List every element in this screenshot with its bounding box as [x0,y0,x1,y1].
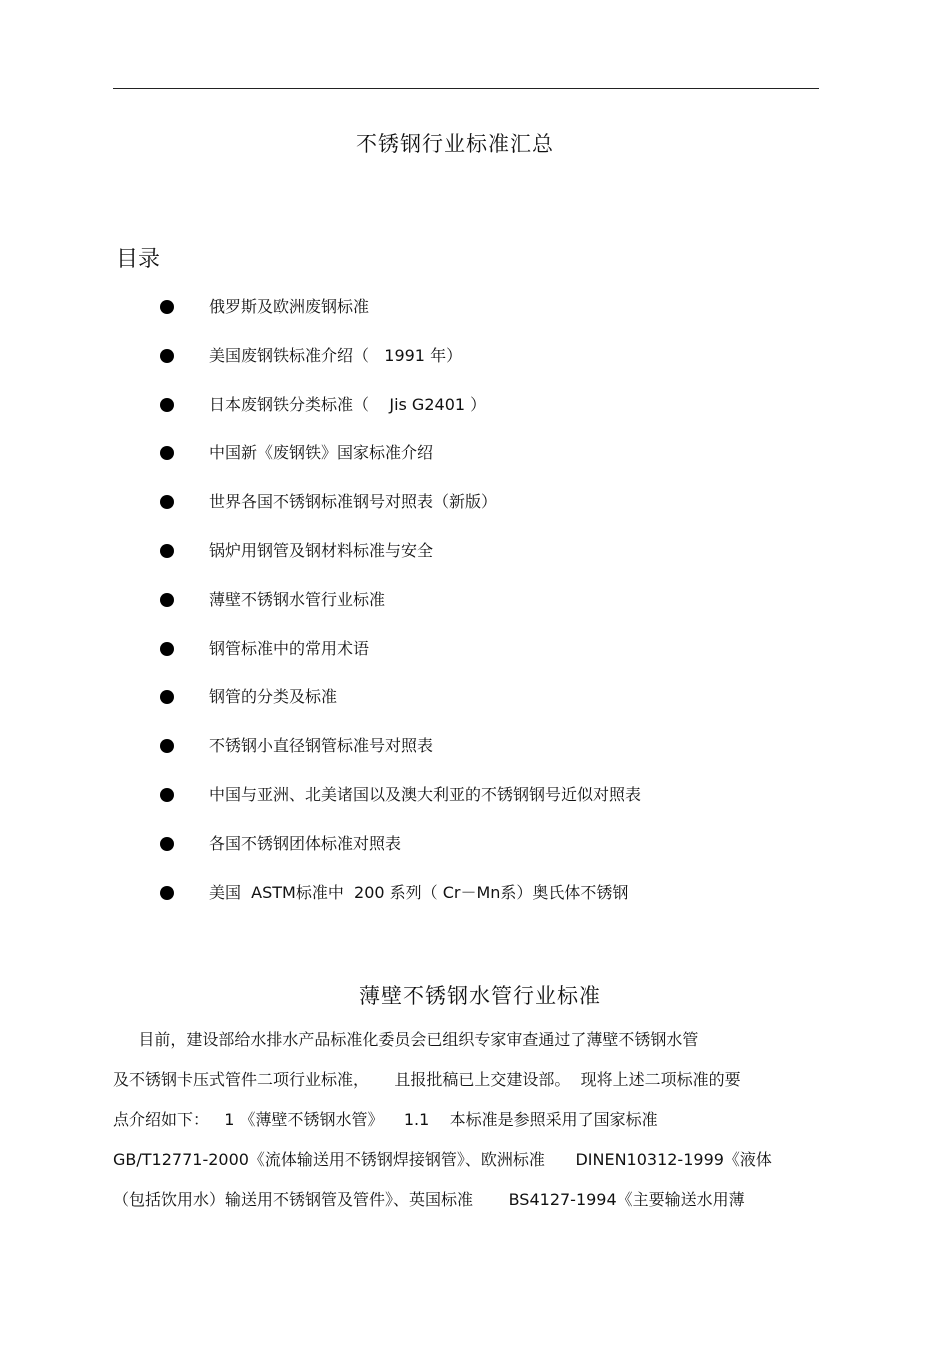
toc-item-label: 美国 ASTM标准中 200 系列（ Cr－Mn系）奥氏体不锈钢 [209,882,629,902]
toc-item[interactable] [160,831,641,880]
toc-item-label: 中国新《废钢铁》国家标准介绍 [209,443,434,463]
toc-item-label: 美国废钢铁标准介绍（ 1991 年） [209,345,463,365]
bullet-icon [160,642,174,656]
bullet-icon [160,446,174,460]
toc-item[interactable] [160,733,641,782]
body-line: 及不锈钢卡压式管件二项行业标准， 且报批稿已上交建设部。 现将上述二项标准的要 [113,1070,741,1089]
toc-item-label: 锅炉用钢管及钢材料标准与安全 [209,540,434,560]
bullet-icon [160,690,174,704]
document-title: 不锈钢行业标准汇总 [356,132,554,156]
toc-item-label: 不锈钢小直径钢管标准号对照表 [209,736,434,756]
toc-item[interactable] [160,684,641,733]
bullet-icon [160,300,174,314]
bullet-icon [160,398,174,412]
bullet-icon [160,544,174,558]
bullet-icon [160,837,174,851]
toc-item[interactable] [160,538,641,587]
body-line: 目前，建设部给水排水产品标准化委员会已组织专家审查通过了薄壁不锈钢水管 [113,1030,699,1049]
header-rule [113,88,819,89]
toc-heading: 目录 [116,247,161,272]
toc-item[interactable] [160,782,641,831]
toc-item[interactable] [160,440,641,489]
toc-item-label: 俄罗斯及欧洲废钢标准 [209,297,370,316]
bullet-icon [160,349,174,363]
table-of-contents [160,294,641,928]
body-line: （包括饮用水）输送用不锈钢管及管件》、英国标准 BS4127-1994《主要输送水用薄 [113,1190,745,1209]
body-line: 点介绍如下： 1 《薄壁不锈钢水管》 1.1 本标准是参照采用了国家标准 [113,1110,658,1129]
bullet-icon [160,593,174,607]
bullet-icon [160,788,174,802]
bullet-icon [160,739,174,753]
toc-item[interactable] [160,636,641,685]
toc-item-label: 日本废钢铁分类标准（ Jis G2401 ） [209,394,487,414]
toc-item[interactable] [160,343,641,392]
toc-item-label: 薄壁不锈钢水管行业标准 [209,589,386,609]
section-body [113,1026,833,1226]
toc-item[interactable] [160,880,641,929]
toc-item-label: 钢管的分类及标准 [209,687,338,707]
toc-item-label: 世界各国不锈钢标准钢号对照表（新版） [209,492,498,512]
toc-item[interactable] [160,294,641,343]
section-title: 薄壁不锈钢水管行业标准 [359,984,601,1008]
toc-item[interactable] [160,392,641,441]
toc-item-label: 中国与亚洲、北美诸国以及澳大利亚的不锈钢钢号近似对照表 [209,784,642,804]
bullet-icon [160,886,174,900]
bullet-icon [160,495,174,509]
toc-item-label: 各国不锈钢团体标准对照表 [209,833,402,853]
body-line: GB/T12771-2000《流体输送用不锈钢焊接钢管》、欧洲标准 DINEN10312-1999《液体 [113,1150,772,1169]
toc-item-label: 钢管标准中的常用术语 [209,638,370,658]
toc-item[interactable] [160,587,641,636]
toc-item[interactable] [160,489,641,538]
